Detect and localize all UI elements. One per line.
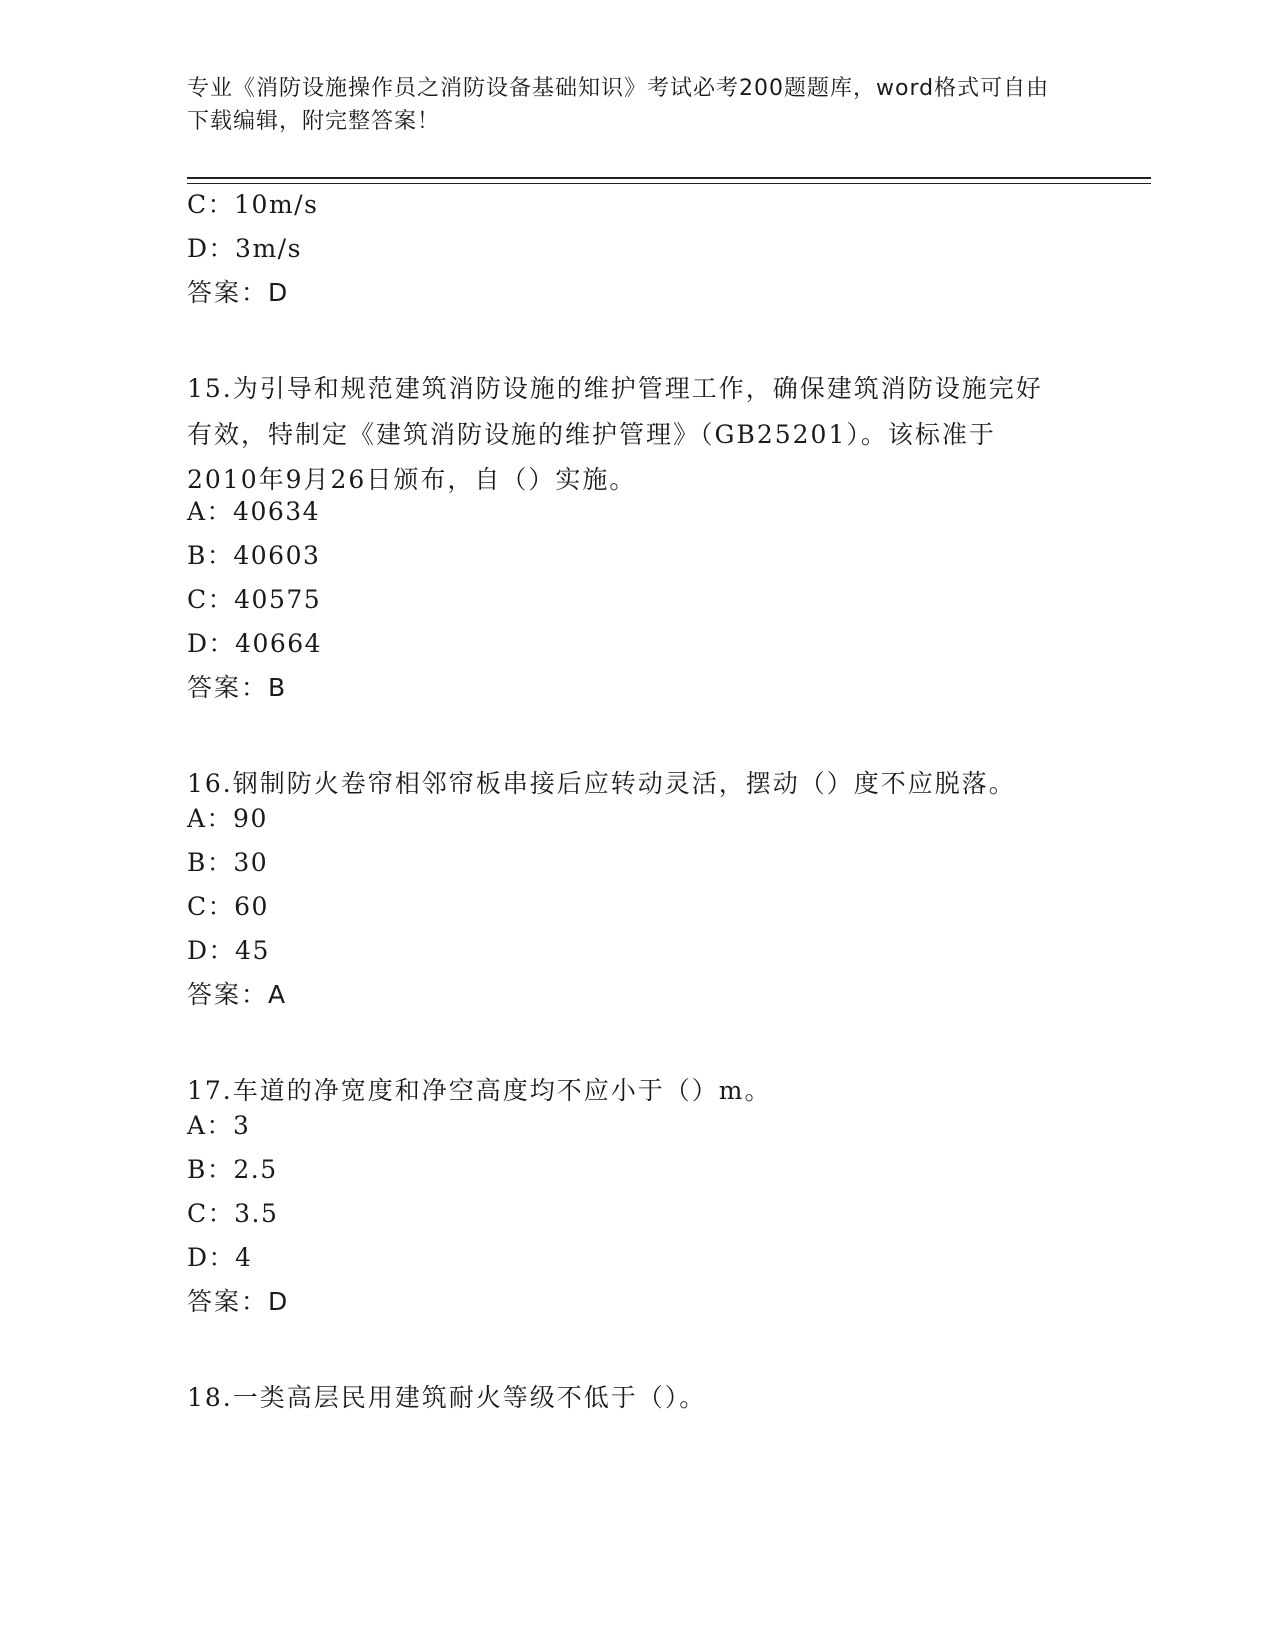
header-divider-thin [187,183,1151,184]
q17-answer: 答案：D [187,1287,290,1316]
question-15-text: 15.为引导和规范建筑消防设施的维护管理工作，确保建筑消防设施完好有效，特制定《建筑消防设施的维护管理》（GB25201）。该标准于2010年9月26日颁布，自（）实施。 [187,374,1043,494]
header-divider-thick [187,177,1151,179]
q17-option-d: D：4 [187,1243,253,1272]
q17-option-b: B：2.5 [187,1155,278,1184]
q16-answer: 答案：A [187,980,288,1009]
q17-option-c: C：3.5 [187,1199,279,1228]
q15-option-a: A：40634 [187,497,321,526]
q16-option-b: B：30 [187,848,269,877]
q16-option-c: C：60 [187,892,269,921]
question-18-text: 18.一类高层民用建筑耐火等级不低于（）。 [187,1383,707,1412]
question-17-text: 17.车道的净宽度和净空高度均不应小于（）m。 [187,1076,772,1105]
q16-option-d: D：45 [187,936,270,965]
q17-option-a: A：3 [187,1111,251,1140]
prev-option-d: D：3m/s [187,234,302,263]
document-header: 专业《消防设施操作员之消防设备基础知识》考试必考200题题库，word格式可自由下载编辑，附完整答案！ [187,76,1050,134]
q15-answer: 答案：B [187,673,288,702]
q15-option-d: D：40664 [187,629,323,658]
prev-answer: 答案：D [187,278,290,307]
q15-option-c: C：40575 [187,585,322,614]
q16-option-a: A：90 [187,804,268,833]
question-16-text: 16.钢制防火卷帘相邻帘板串接后应转动灵活，摆动（）度不应脱落。 [187,769,1016,798]
prev-option-c: C：10m/s [187,190,319,219]
q15-option-b: B：40603 [187,541,321,570]
